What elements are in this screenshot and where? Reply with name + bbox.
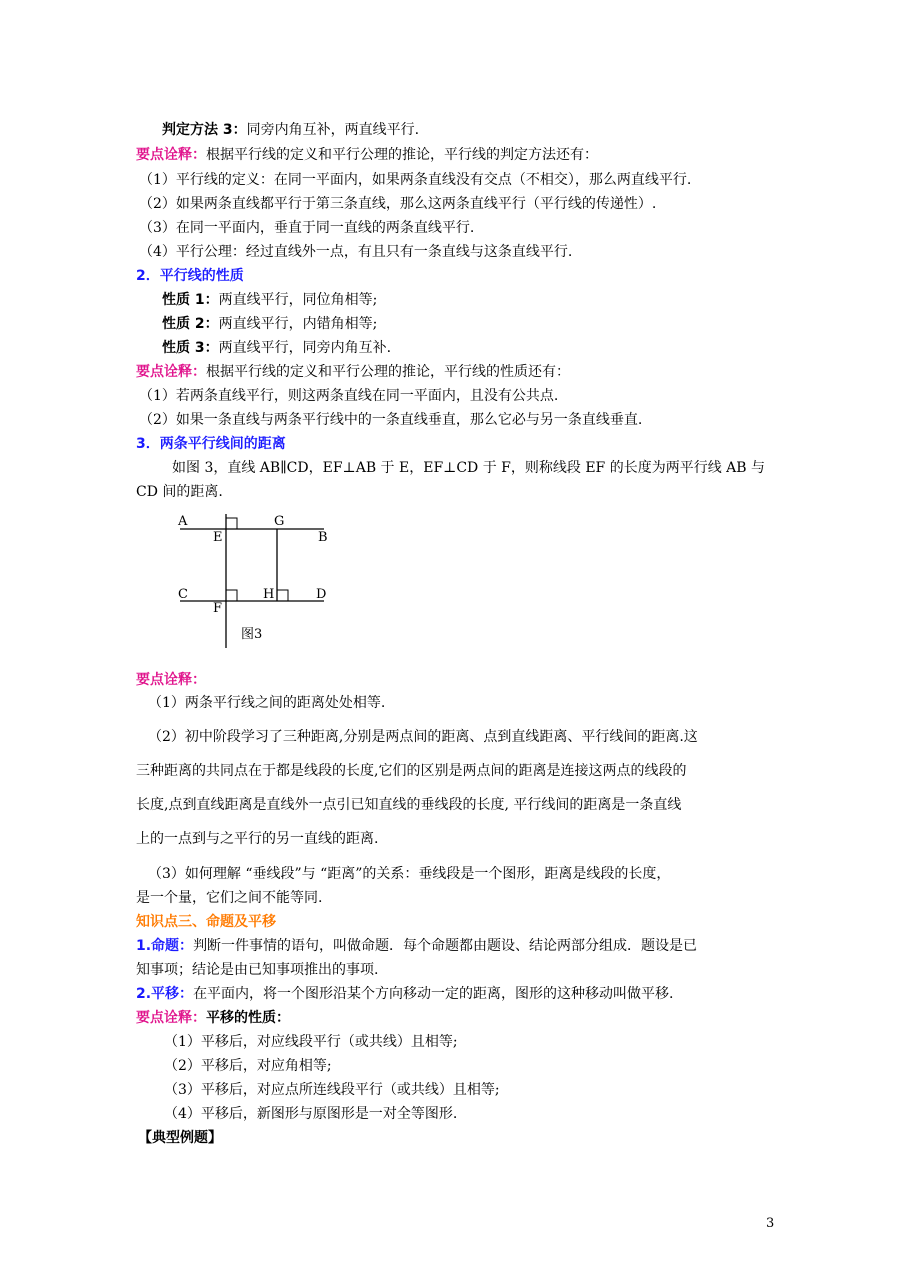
figure-caption: 图3 bbox=[241, 627, 263, 642]
method3-line bbox=[162, 120, 419, 140]
property-1-text: 两直线平行，同位角相等; bbox=[218, 292, 378, 308]
distance-note-2-line-2: 三种距离的共同点在于都是线段的长度,它们的区别是两点间的距离是连接这两点的线段的 bbox=[136, 763, 687, 779]
note4-label: 要点诠释： bbox=[136, 1010, 206, 1026]
note2-text: 根据平行线的定义和平行公理的推论，平行线的性质还有： bbox=[206, 364, 570, 380]
property-2-text: 两直线平行，内错角相等; bbox=[218, 316, 378, 332]
property-3-label: 性质 3： bbox=[162, 340, 219, 356]
label-a: A bbox=[178, 514, 188, 529]
right-angle-f bbox=[226, 590, 237, 601]
note1-text: 根据平行线的定义和平行公理的推论，平行线的判定方法还有： bbox=[206, 147, 598, 163]
knowledge-point-3-heading: 知识点三、命题及平移 bbox=[136, 914, 276, 930]
proposition-line-1 bbox=[136, 936, 697, 956]
note4-line bbox=[136, 1008, 290, 1028]
translation-property-2: （2）平移后，对应角相等; bbox=[164, 1058, 332, 1074]
criterion-item-2: （2）如果两条直线都平行于第三条直线，那么这两条直线平行（平行线的传递性）. bbox=[139, 196, 657, 212]
note2-line bbox=[136, 362, 570, 382]
translation-label: 2.平移： bbox=[136, 986, 194, 1002]
method3-label: 判定方法 3： bbox=[162, 122, 247, 138]
translation-property-3: （3）平移后，对应点所连线段平行（或共线）且相等; bbox=[164, 1082, 500, 1098]
property-2 bbox=[162, 314, 377, 334]
label-d: D bbox=[316, 587, 327, 602]
property-3 bbox=[162, 338, 391, 358]
heading-properties: 2．平行线的性质 bbox=[136, 268, 244, 284]
translation-property-1: （1）平移后，对应线段平行（或共线）且相等; bbox=[164, 1034, 458, 1050]
criterion-item-3: （3）在同一平面内，垂直于同一直线的两条直线平行. bbox=[139, 220, 475, 236]
distance-note-3-line-2: 是一个量，它们之间不能等同. bbox=[136, 890, 323, 906]
note1-label: 要点诠释： bbox=[136, 147, 206, 163]
note2-label: 要点诠释： bbox=[136, 364, 206, 380]
right-angle-e bbox=[226, 518, 237, 529]
label-c: C bbox=[178, 587, 188, 602]
page-number: 3 bbox=[766, 1216, 775, 1231]
distance-paragraph-line-1: 如图 3，直线 AB∥CD，EF⊥AB 于 E，EF⊥CD 于 F，则称线段 EF 的长度为两平行线 AB 与 bbox=[172, 460, 766, 476]
property-1-label: 性质 1： bbox=[162, 292, 219, 308]
right-angle-h bbox=[277, 590, 288, 601]
distance-paragraph-line-2: CD 间的距离. bbox=[136, 484, 223, 500]
label-f: F bbox=[213, 601, 223, 616]
distance-note-3-line-1: （3）如何理解 “垂线段”与 “距离”的关系：垂线段是一个图形，距离是线段的长度， bbox=[148, 866, 671, 882]
typical-examples-heading: 【典型例题】 bbox=[138, 1130, 222, 1146]
proposition-text: 判断一件事情的语句，叫做命题．每个命题都由题设、结论两部分组成．题设是已 bbox=[193, 938, 698, 954]
label-g: G bbox=[274, 514, 285, 529]
distance-note-1: （1）两条平行线之间的距离处处相等. bbox=[148, 695, 386, 711]
label-e: E bbox=[213, 530, 223, 545]
distance-note-2-line-4: 上的一点到与之平行的另一直线的距离. bbox=[136, 831, 379, 847]
property-1 bbox=[162, 290, 377, 310]
note4-text: 平移的性质： bbox=[206, 1010, 290, 1026]
label-h: H bbox=[263, 587, 275, 602]
property-item-1: （1）若两条直线平行，则这两条直线在同一平面内，且没有公共点. bbox=[139, 388, 559, 404]
proposition-line-2: 知事项；结论是由已知事项推出的事项. bbox=[136, 962, 379, 978]
translation-line bbox=[136, 984, 674, 1004]
distance-note-2-line-1: （2）初中阶段学习了三种距离,分别是两点间的距离、点到直线距离、平行线间的距离.这 bbox=[148, 729, 698, 745]
translation-property-4: （4）平移后，新图形与原图形是一对全等图形. bbox=[164, 1106, 458, 1122]
proposition-label: 1.命题： bbox=[136, 938, 194, 954]
property-3-text: 两直线平行，同旁内角互补. bbox=[218, 340, 392, 356]
figure-3-diagram bbox=[170, 508, 340, 656]
property-item-2: （2）如果一条直线与两条平行线中的一条直线垂直，那么它必与另一条直线垂直. bbox=[139, 412, 643, 428]
criterion-item-1: （1）平行线的定义：在同一平面内，如果两条直线没有交点（不相交），那么两直线平行. bbox=[139, 172, 692, 188]
heading-distance: 3．两条平行线间的距离 bbox=[136, 436, 286, 452]
criterion-item-4: （4）平行公理：经过直线外一点，有且只有一条直线与这条直线平行. bbox=[139, 244, 573, 260]
distance-note-2-line-3: 长度,点到直线距离是直线外一点引已知直线的垂线段的长度, 平行线间的距离是一条直线 bbox=[136, 797, 682, 813]
note3-label: 要点诠释： bbox=[136, 672, 206, 688]
property-2-label: 性质 2： bbox=[162, 316, 219, 332]
method3-text: 同旁内角互补，两直线平行. bbox=[246, 122, 420, 138]
label-b: B bbox=[318, 530, 328, 545]
note1-line bbox=[136, 145, 598, 165]
translation-text: 在平面内，将一个图形沿某个方向移动一定的距离，图形的这种移动叫做平移. bbox=[193, 986, 674, 1002]
